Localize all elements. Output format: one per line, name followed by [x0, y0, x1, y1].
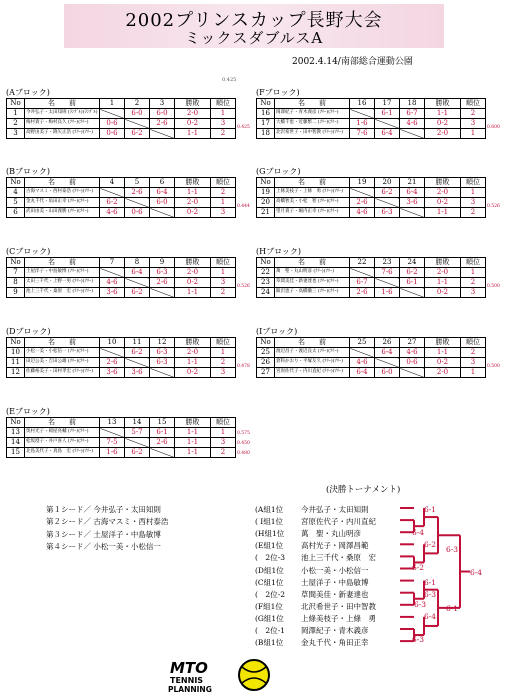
score-cell: 4-6	[100, 278, 125, 288]
row-number: 5	[7, 198, 25, 208]
header-col: 17	[375, 99, 400, 109]
rank: 1	[211, 428, 236, 438]
svg-text:TENNIS: TENNIS	[170, 676, 204, 685]
header-no: No	[257, 258, 275, 268]
row-number: 20	[257, 198, 275, 208]
rank: 2	[211, 188, 236, 198]
header-name: 名 前	[275, 178, 350, 188]
header-col: 1	[100, 99, 125, 109]
header-name: 名 前	[25, 178, 100, 188]
player-names: 岡澤紀子・青木義彦 (ﾌﾘｰ)(ﾌﾘｰ)	[275, 109, 350, 119]
seed-row: 第１シード／ 今井弘子・太田知則	[46, 505, 161, 514]
score-cell: 6-2	[375, 188, 400, 198]
block-title: (Bブロック)	[6, 167, 50, 176]
score-cell: 0-6	[400, 358, 425, 368]
header-col: 16	[350, 99, 375, 109]
bracket-score: 6-3	[446, 545, 459, 554]
score-cell: 2-6	[150, 278, 175, 288]
row-number: 2	[7, 119, 25, 129]
score-cell: 6-4	[350, 368, 375, 378]
row-number: 19	[257, 188, 275, 198]
score-cell: 2-6	[100, 358, 125, 368]
bracket-score: 6-3	[412, 635, 425, 644]
score-cell: 6-3	[150, 348, 175, 358]
score-cell: 6-1	[150, 428, 175, 438]
score-cell: 6-1	[400, 278, 425, 288]
win-loss: 0-2	[175, 119, 211, 129]
score-cell: 7-5	[100, 438, 125, 448]
header-col: 26	[375, 338, 400, 348]
win-loss: 2-0	[425, 129, 461, 139]
player-names: 土屋洋子・中島敏博 (ﾌﾘｰ)(ﾌﾘｰ)	[25, 268, 100, 278]
header-col: 15	[150, 418, 175, 428]
header-col: 24	[400, 258, 425, 268]
rank: 3	[461, 198, 486, 208]
score-cell: 6-3	[150, 358, 175, 368]
header-win: 勝敗	[175, 99, 211, 109]
win-loss: 0-2	[175, 368, 211, 378]
tournament-title: (決勝トーナメント)	[326, 485, 401, 495]
header-col: 27	[400, 338, 425, 348]
ratio-note: 0.526	[487, 204, 500, 209]
score-cell: 4-6	[400, 119, 425, 129]
score-cell: 6-7	[400, 109, 425, 119]
header-no: No	[7, 99, 25, 109]
row-number: 10	[7, 348, 25, 358]
player-names: 奥村光子・岡屋亮輔 (ﾌﾘｰ)(ﾌﾘｰ)	[25, 428, 100, 438]
row-number: 3	[7, 129, 25, 139]
date-location: 2002.4.14/南部総合運動公園	[292, 57, 413, 67]
score-cell: 6-3	[375, 208, 400, 218]
score-cell: 6-0	[150, 198, 175, 208]
entry-players: 萬 聖・丸山明彦	[301, 529, 361, 539]
ratio-note: 0.500	[487, 284, 500, 289]
header-col: 6	[150, 178, 175, 188]
row-number: 26	[257, 358, 275, 368]
rank: 1	[211, 348, 236, 358]
header-rank: 順位	[461, 99, 486, 109]
score-cell: 2-6	[150, 119, 175, 129]
header-col: 7	[100, 258, 125, 268]
player-names: 梅村貴子・梅村良久 (ﾌﾘｰ)(ﾌﾘｰ)	[25, 119, 100, 129]
score-cell: 6-4	[125, 268, 150, 278]
score-cell: 4-6	[400, 348, 425, 358]
seed-position: (E組1位	[255, 541, 284, 551]
header-col: 13	[100, 418, 125, 428]
header-win: 勝敗	[425, 99, 461, 109]
score-cell: 3-6	[100, 368, 125, 378]
score-cell: 6-3	[150, 268, 175, 278]
win-loss: 1-1	[175, 188, 211, 198]
player-names: 北島美代子・真島 宏 (ﾌﾘｰ)(ﾌﾘｰ)	[25, 448, 100, 458]
score-cell: 6-4	[375, 348, 400, 358]
win-loss: 1-1	[425, 348, 461, 358]
row-number: 27	[257, 368, 275, 378]
score-cell: 1-6	[100, 448, 125, 458]
ratio-note: 0.450	[237, 441, 250, 446]
score-cell: 4-6	[350, 358, 375, 368]
score-cell: 6-7	[350, 278, 375, 288]
score-cell: 1-6	[375, 288, 400, 298]
score-cell: 6-0	[125, 109, 150, 119]
header-rank: 順位	[211, 99, 236, 109]
rank: 2	[461, 208, 486, 218]
header-rank: 順位	[461, 258, 486, 268]
rank: 1	[461, 129, 486, 139]
bracket-score: 6-4	[470, 568, 483, 577]
header-col: 5	[125, 178, 150, 188]
seed-row: 第３シード／ 土屋洋子・中島敏博	[46, 529, 161, 539]
header-no: No	[7, 178, 25, 188]
score-cell: 2-6	[350, 288, 375, 298]
rank: 1	[461, 368, 486, 378]
rank: 3	[211, 119, 236, 129]
entry-players: 高村光子・岡澤昌範	[301, 541, 369, 551]
win-loss: 0-2	[425, 198, 461, 208]
player-names: 草間美佳・新妻達也 (ﾌﾘｰ)(ﾌﾘｰ)	[275, 278, 350, 288]
seed-position: (F組1位	[255, 601, 283, 611]
win-loss: 0-2	[425, 119, 461, 129]
rank: 1	[211, 268, 236, 278]
block-title: (Eブロック)	[6, 407, 50, 416]
player-names: 佐藤裕美子・田村孝宏 (ﾌﾘｰ)(ﾌﾘｰ)	[25, 368, 100, 378]
score-cell: 6-2	[400, 268, 425, 278]
player-names: 古海マスミ・西村泰浩 (ﾌﾘｰ)(ﾌﾘｰ)	[25, 188, 100, 198]
block-title: (Cブロック)	[6, 247, 51, 256]
bracket-score: 6-2	[412, 563, 425, 572]
header-no: No	[257, 99, 275, 109]
header-col: 23	[375, 258, 400, 268]
bracket-score: 6-2	[424, 540, 437, 549]
player-names: 宮原佐代子・内川直紀 (ﾌﾘｰ)(ﾌﾘｰ)	[275, 368, 350, 378]
header-col: 4	[100, 178, 125, 188]
block-title: (Hブロック)	[256, 247, 302, 256]
block-title: (Fブロック)	[256, 88, 300, 97]
rank: 1	[461, 188, 486, 198]
entry-players: 今井弘子・太田知則	[301, 505, 369, 514]
score-cell: 6-0	[375, 368, 400, 378]
win-loss: 1-1	[425, 109, 461, 119]
row-number: 1	[7, 109, 25, 119]
score-cell: 0-6	[100, 119, 125, 129]
win-loss: 1-1	[175, 438, 211, 448]
player-names: 松坂澄子・井戸喜人 (ﾌﾘｰ)(ﾌﾘｰ)	[25, 438, 100, 448]
seed-row: 第２シード／ 古海マスミ・西村泰浩	[46, 517, 169, 527]
score-cell: 6-0	[150, 109, 175, 119]
header-win: 勝敗	[175, 338, 211, 348]
block-title: (Gブロック)	[256, 167, 301, 176]
player-names: 渡辺昌子・渡辺良太 (ﾌﾘｰ)(ﾌﾘｰ)	[275, 348, 350, 358]
seed-position: ( 2位-3	[255, 553, 286, 563]
win-loss: 1-1	[175, 428, 211, 438]
seed-position: ( 2位-2	[255, 589, 286, 599]
player-names: 今井弘子・太田知則 (ﾗﾝｸﾞﾙ)(ﾗﾝｸﾞﾙ)	[25, 109, 100, 119]
row-number: 13	[7, 428, 25, 438]
header-no: No	[257, 178, 275, 188]
header-col: 8	[125, 258, 150, 268]
stray-number: 0.425	[222, 77, 237, 83]
seed-position: (C組1位	[255, 577, 284, 587]
entry-players: 池上三千代・桑原 宏	[301, 553, 376, 563]
rank: 2	[461, 278, 486, 288]
header-win: 勝敗	[425, 338, 461, 348]
seed-position: (D組1位	[255, 565, 284, 575]
header-name: 名 前	[25, 99, 100, 109]
player-names: 北沢希世子・田中智教 (ﾌﾘｰ)(ﾌﾘｰ)	[275, 129, 350, 139]
bracket-score: 6-3	[424, 590, 437, 599]
score-cell: 2-6	[150, 438, 175, 448]
score-cell: 0-6	[100, 129, 125, 139]
win-loss: 1-1	[175, 448, 211, 458]
row-number: 11	[7, 358, 25, 368]
header-rank: 順位	[211, 178, 236, 188]
header-win: 勝敗	[425, 258, 461, 268]
header-name: 名 前	[275, 338, 350, 348]
header-no: No	[7, 418, 25, 428]
player-names: 高野由美子・降矢正浩 (ﾌﾘｰ)(ﾌﾘｰ)	[25, 129, 100, 139]
score-cell: 3-6	[125, 368, 150, 378]
score-cell: 1-6	[350, 119, 375, 129]
player-names: 大橋千恵・近藤繁二 (ﾌﾘｰ)(ﾌﾘｰ)	[275, 119, 350, 129]
score-cell: 3-6	[100, 288, 125, 298]
header-col: 21	[400, 178, 425, 188]
rank: 3	[461, 288, 486, 298]
win-loss: 1-1	[425, 278, 461, 288]
player-names: 金丸千代・角田正幸 (ﾌﾘｰ)(ﾌﾘｰ)	[25, 198, 100, 208]
row-number: 23	[257, 278, 275, 288]
rank: 3	[211, 368, 236, 378]
header-name: 名 前	[275, 258, 350, 268]
header-name: 名 前	[25, 418, 100, 428]
seed-position: (B組1位	[255, 638, 284, 648]
row-number: 15	[7, 448, 25, 458]
ratio-note: 0.575	[237, 431, 250, 436]
win-loss: 2-0	[175, 268, 211, 278]
score-cell: 6-4	[150, 188, 175, 198]
header-win: 勝敗	[175, 178, 211, 188]
player-names: 武田由美・山田義勝 (ﾌﾘｰ)(ﾌﾘｰ)	[25, 208, 100, 218]
ratio-note: 0.526	[237, 284, 250, 289]
row-number: 12	[7, 368, 25, 378]
row-number: 14	[7, 438, 25, 448]
ratio-note: 0.425	[237, 125, 250, 130]
block-title: (Aブロック)	[6, 88, 50, 97]
player-names: 池上三千代・桑原 宏 (ﾌﾘｰ)(ﾌﾘｰ)	[25, 288, 100, 298]
header-win: 勝敗	[425, 178, 461, 188]
header-col: 9	[150, 258, 175, 268]
mto-logo	[166, 655, 326, 695]
rank: 2	[461, 348, 486, 358]
header-col: 18	[400, 99, 425, 109]
header-col: 2	[125, 99, 150, 109]
score-cell: 6-2	[125, 129, 150, 139]
score-cell: 4-6	[100, 208, 125, 218]
row-number: 7	[7, 268, 25, 278]
win-loss: 1-1	[175, 358, 211, 368]
win-loss: 0-2	[425, 288, 461, 298]
header-col: 22	[350, 258, 375, 268]
score-cell: 6-2	[125, 348, 150, 358]
win-loss: 1-1	[175, 288, 211, 298]
player-names: 田辺公美・吉田公雄 (ﾌﾘｰ)(ﾌﾘｰ)	[25, 358, 100, 368]
score-cell: 5-7	[125, 428, 150, 438]
ratio-note: 0.444	[237, 204, 250, 209]
score-cell: 6-2	[125, 448, 150, 458]
entry-players: 小松一美・小松信一	[301, 565, 369, 575]
header-no: No	[257, 338, 275, 348]
bracket-score: 6-1	[424, 578, 437, 587]
rank: 3	[211, 438, 236, 448]
player-names: 太田三千代・上野一男 (ﾌﾘｰ)(ﾌﾘｰ)	[25, 278, 100, 288]
header-rank: 順位	[211, 258, 236, 268]
entry-players: 草間美佳・新妻達也	[301, 589, 369, 599]
row-number: 6	[7, 208, 25, 218]
header-col: 3	[150, 99, 175, 109]
entry-players: 宮原佐代子・内川直紀	[301, 517, 376, 527]
row-number: 25	[257, 348, 275, 358]
entry-players: 上條美枝子・上條 勇	[301, 613, 376, 623]
rank: 2	[211, 448, 236, 458]
header-col: 25	[350, 338, 375, 348]
player-names: 望月貴子・堀内正幸 (ﾌﾘｰ)(ﾌﾘｰ)	[275, 208, 350, 218]
win-loss: 0-2	[175, 278, 211, 288]
ratio-note: 0.600	[487, 125, 500, 130]
win-loss: 2-0	[175, 348, 211, 358]
rank: 2	[211, 358, 236, 368]
win-loss: 2-0	[425, 368, 461, 378]
score-cell: 7-6	[375, 268, 400, 278]
row-number: 17	[257, 119, 275, 129]
ratio-note: 0.480	[237, 451, 250, 456]
seed-position: (A組1位	[255, 505, 284, 514]
header-col: 20	[375, 178, 400, 188]
row-number: 21	[257, 208, 275, 218]
header-col: 11	[125, 338, 150, 348]
header-rank: 順位	[211, 338, 236, 348]
score-cell: 2-6	[125, 188, 150, 198]
win-loss: 2-0	[425, 188, 461, 198]
ratio-note: 0.478	[237, 364, 250, 369]
seed-row: 第４シード／ 小松一美・小松信一	[46, 541, 161, 551]
rank: 2	[211, 129, 236, 139]
row-number: 9	[7, 288, 25, 298]
score-cell: 7-6	[350, 129, 375, 139]
header-col: 10	[100, 338, 125, 348]
win-loss: 2-0	[175, 198, 211, 208]
score-cell: 3-6	[400, 198, 425, 208]
player-names: 高橋智美・小松 智 (ﾌﾘｰ)(ﾌﾘｰ)	[275, 198, 350, 208]
win-loss: 1-1	[425, 208, 461, 218]
score-cell: 6-4	[400, 188, 425, 198]
bracket-score: 6-1	[446, 604, 459, 613]
player-names: 萬 聖・丸山明彦 (ﾌﾘｰ)(ﾌﾘｰ)	[275, 268, 350, 278]
win-loss: 2-0	[175, 109, 211, 119]
rank: 2	[461, 109, 486, 119]
header-no: No	[7, 258, 25, 268]
bracket-score: 6-4	[412, 528, 425, 537]
entry-players: 金丸千代・角田正幸	[301, 638, 369, 648]
header-name: 名 前	[25, 258, 100, 268]
win-loss: 0-2	[175, 208, 211, 218]
header-rank: 順位	[211, 418, 236, 428]
score-cell: 6-2	[100, 198, 125, 208]
score-cell: 4-6	[350, 208, 375, 218]
header-name: 名 前	[275, 99, 350, 109]
entry-players: 岡澤紀子・青木義彦	[301, 626, 369, 635]
rank: 1	[211, 198, 236, 208]
block-title: (Dブロック)	[6, 327, 51, 336]
row-number: 18	[257, 129, 275, 139]
player-names: 上條美枝子・上條 勇 (ﾌﾘｰ)(ﾌﾘｰ)	[275, 188, 350, 198]
header-col: 14	[125, 418, 150, 428]
header-no: No	[7, 338, 25, 348]
row-number: 22	[257, 268, 275, 278]
win-loss: 1-1	[175, 129, 211, 139]
rank: 1	[461, 268, 486, 278]
row-number: 8	[7, 278, 25, 288]
page-subtitle: ミックスダブルスA	[184, 29, 324, 47]
seed-position: ( I組1位	[255, 517, 284, 527]
row-number: 16	[257, 109, 275, 119]
row-number: 4	[7, 188, 25, 198]
win-loss: 2-0	[425, 268, 461, 278]
score-cell: 0-6	[125, 208, 150, 218]
ratio-note: 0.500	[487, 364, 500, 369]
header-rank: 順位	[461, 178, 486, 188]
header-win: 勝敗	[175, 258, 211, 268]
score-cell: 6-1	[375, 109, 400, 119]
header-col: 19	[350, 178, 375, 188]
header-col: 12	[150, 338, 175, 348]
header-rank: 順位	[461, 338, 486, 348]
header-win: 勝敗	[175, 418, 211, 428]
svg-text:PLANNING: PLANNING	[168, 685, 212, 694]
rank: 1	[211, 109, 236, 119]
block-title: (Iブロック)	[256, 327, 298, 336]
bracket-score: 6-4	[424, 612, 437, 621]
svg-text:MTO: MTO	[170, 659, 208, 677]
rank: 3	[211, 208, 236, 218]
bracket-score: 6-1	[424, 505, 437, 514]
score-cell: 6-2	[125, 288, 150, 298]
seed-position: (H組1位	[255, 529, 285, 539]
rank: 3	[461, 358, 486, 368]
row-number: 24	[257, 288, 275, 298]
entry-players: 土屋洋子・中島敏博	[301, 577, 369, 587]
rank: 2	[211, 288, 236, 298]
player-names: 飯沢恵子・高橋徹三 (ﾌﾘｰ)(ﾌﾘｰ)	[275, 288, 350, 298]
seed-position: (G組1位	[255, 613, 284, 623]
page-title: 2002プリンスカップ長野大会	[125, 10, 383, 31]
header-name: 名 前	[25, 338, 100, 348]
win-loss: 0-2	[425, 358, 461, 368]
score-cell: 2-6	[350, 198, 375, 208]
rank: 3	[461, 119, 486, 129]
entry-players: 北沢希世子・田中智教	[301, 601, 376, 611]
seed-position: ( 2位-1	[255, 626, 286, 635]
bracket-score: 6-3	[414, 600, 427, 609]
score-cell: 6-4	[375, 129, 400, 139]
player-names: 倉科かおり・平塚友久 (ﾌﾘｰ)(ﾌﾘｰ)	[275, 358, 350, 368]
rank: 3	[211, 278, 236, 288]
player-names: 小松一美・小松信一 (ﾌﾘｰ)(ﾌﾘｰ)	[25, 348, 100, 358]
